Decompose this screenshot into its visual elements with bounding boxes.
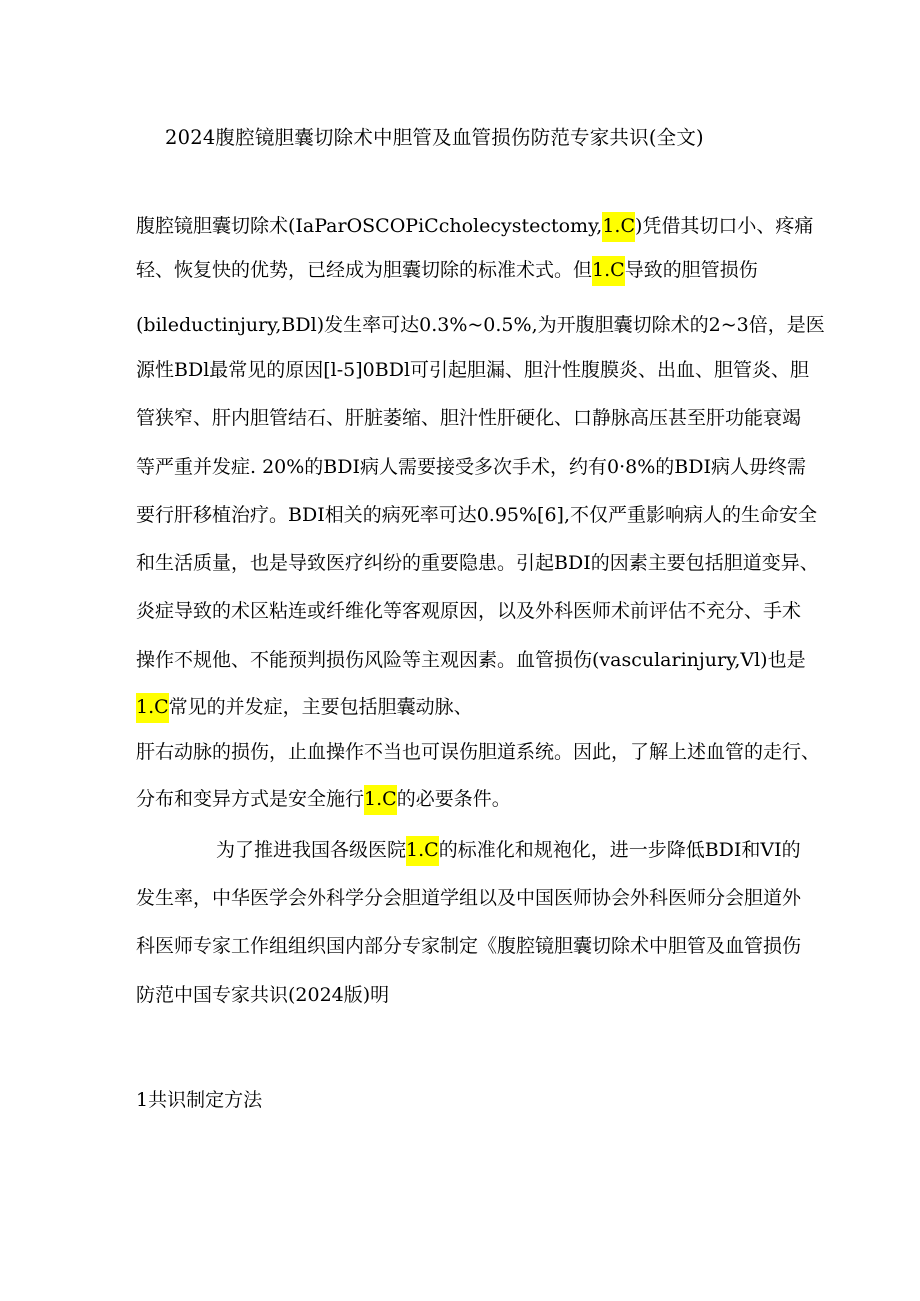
highlighted-term: 1.C [592, 256, 625, 286]
paragraph-line [216, 835, 801, 866]
paragraph-line: 防范中国专家共识(2024版)明 [136, 984, 390, 1006]
paragraph-line: 等严重并发症. 20%的BDI病人需要接受多次手术，约有0·8%的BDI病人毋终需 [136, 456, 806, 478]
line-text: 导致的胆管损伤 [624, 259, 758, 281]
paragraph-line: 科医师专家工作组组织国内部分专家制定《腹腔镜胆囊切除术中胆管及血管损伤 [136, 935, 802, 957]
line-text: )凭借其切口小、疼痛 [635, 215, 814, 237]
paragraph-line [136, 692, 473, 723]
paragraph-line: (bileductinjury,BDl)发生率可达0.3%~0.5%,为开腹胆囊切除术的2~3倍，是医 [136, 314, 825, 336]
paragraph-line [136, 255, 758, 286]
highlighted-term: 1.C [602, 212, 635, 242]
highlighted-term: 1.C [136, 693, 169, 723]
line-text: 的标准化和规袍化，进一步降低BDI和VI的 [438, 839, 801, 861]
paragraph-line: 要行肝移植治疗。BDI相关的病死率可达0.95%[6],不仅严重影响病人的生命安全 [136, 504, 818, 526]
paragraph-line: 肝右动脉的损伤，止血操作不当也可误伤胆道系统。因此，了解上述血管的走行、 [136, 741, 821, 763]
paragraph-line: 炎症导致的术区粘连或纤维化等客观原因，以及外科医师术前评估不充分、手术 [136, 600, 802, 622]
paragraph-line: 操作不规他、不能预判损伤风险等主观因素。血管损伤(vascularinjury,Vl)也是 [136, 649, 806, 671]
line-text: 常见的并发症，主要包括胆囊动脉、 [168, 696, 473, 718]
document-title: 2024腹腔镜胆囊切除术中胆管及血管损伤防范专家共识(全文) [165, 126, 704, 149]
paragraph-line: 源性BDl最常见的原因[l-5]0BDl可引起胆漏、胆汁性腹膜炎、出血、胆管炎、胆 [136, 359, 810, 381]
line-text: 为了推进我国各级医院 [216, 839, 407, 861]
highlighted-term: 1.C [406, 836, 439, 866]
paragraph-line [136, 784, 511, 815]
paragraph-line: 发生率，中华医学会外科学分会胆道学组以及中国医师协会外科医师分会胆道外 [136, 887, 802, 909]
line-text: 腹腔镜胆囊切除术(IaParOSCOPiCcholecystectomy, [136, 215, 603, 237]
line-text: 分布和变异方式是安全施行 [136, 788, 365, 810]
paragraph-line: 管狭窄、肝内胆管结石、肝脏萎缩、胆汁性肝硬化、口静脉高压甚至肝功能衰竭 [136, 407, 802, 429]
paragraph-line [136, 211, 813, 242]
line-text: 轻、恢复快的优势，已经成为胆囊切除的标准术式。但 [136, 259, 593, 281]
section-heading: 1共识制定方法 [136, 1089, 263, 1111]
highlighted-term: 1.C [364, 785, 397, 815]
paragraph-line: 和生活质量，也是导致医疗纠纷的重要隐患。引起BDI的因素主要包括胆道变异、 [136, 552, 819, 574]
line-text: 的必要条件。 [396, 788, 511, 810]
